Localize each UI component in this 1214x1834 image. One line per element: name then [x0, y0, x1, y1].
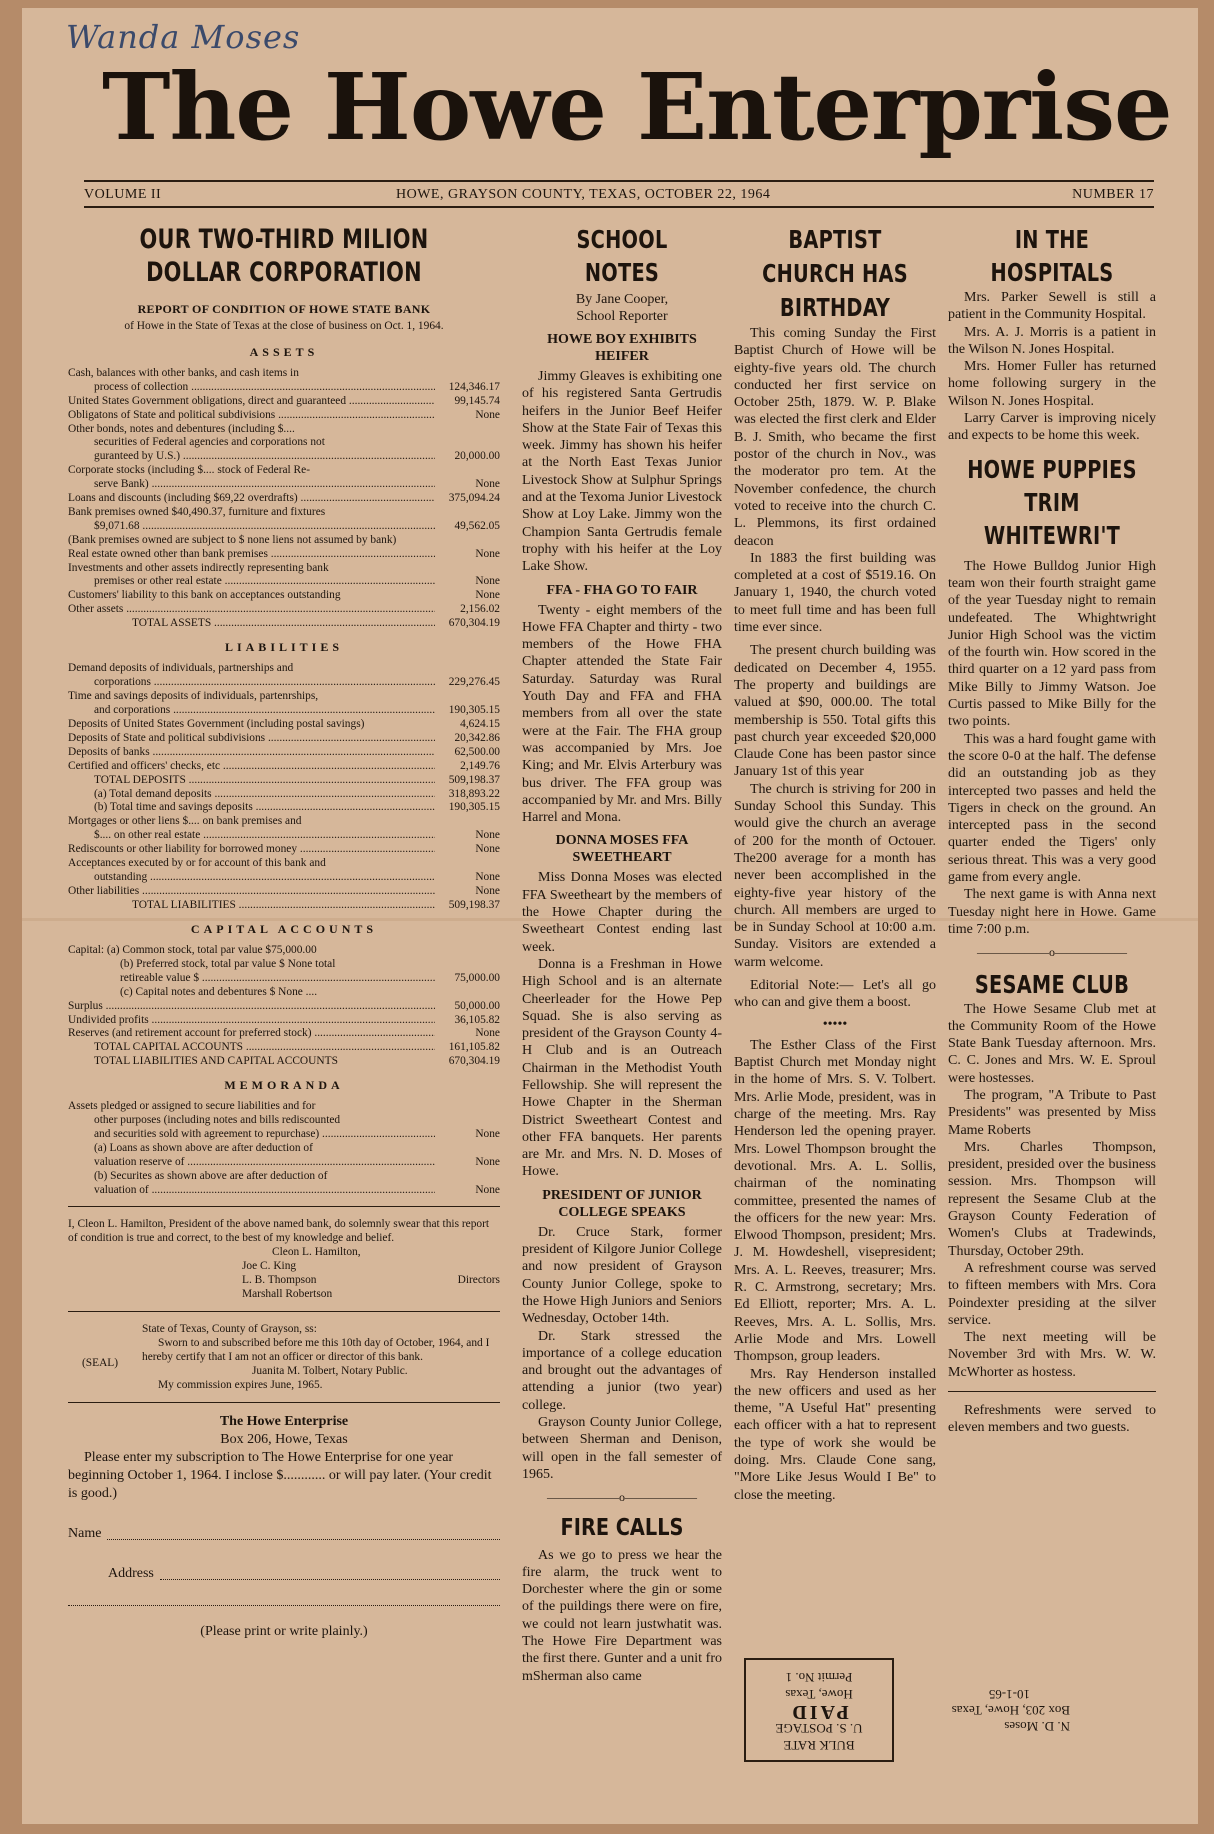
permit-line-3: PAID	[789, 1701, 849, 1723]
line-value: None	[475, 884, 500, 897]
liabilities-line	[68, 871, 500, 885]
line-label: and securities sold with agreement to repurchase) .....	[94, 1128, 435, 1142]
liabilities-line	[68, 815, 500, 829]
capital-line	[68, 1027, 500, 1041]
hospitals-p4: Larry Carver is improving nicely and expects to be home this week.	[948, 411, 1156, 444]
line-label: TOTAL ASSETS .....	[132, 617, 435, 631]
college-text-2: Dr. Stark stressed the importance of a college education and brought out the advantages of attending a junior (two year) college.	[522, 1328, 722, 1413]
puppies-p1: The Howe Bulldog Junior High team won their fourth straight game of the year Tuesday night to remain undefeated. The Whightwright Junior High School was the victim of the fourth win. How scored in the third quarter on a 12 yard pass from Mike Billy to Jimmy Watson. Joe Curtis passed to Mike Billy for the two points.	[948, 558, 1156, 730]
line-label: Investments and other assets indirectly representing bank	[68, 561, 329, 574]
sweetheart-head: DONNA MOSES FFA SWEETHEART	[555, 833, 689, 866]
line-value: None	[475, 408, 500, 421]
line-value: 4,624.15	[460, 718, 500, 731]
line-label: (b) Preferred stock, total par value $ None total	[120, 957, 336, 970]
assets-line	[68, 478, 500, 492]
assets-line	[68, 617, 500, 631]
line-label: Other bonds, notes and debentures (including $....	[68, 422, 295, 435]
permit-line-4: Howe, Texas	[785, 1687, 853, 1702]
hospitals-p2: Mrs. A. J. Morris is a patient in the Wilson N. Jones Hospital.	[948, 324, 1156, 357]
notary-line-2: Sworn to and subscribed before me this 10th day of October, 1964, and I hereby certify that I am not an officer or director of this bank.	[142, 1336, 490, 1363]
line-value	[435, 857, 500, 871]
assets-line	[68, 450, 500, 464]
liabilities-line	[68, 718, 500, 732]
heifer-text: Jimmy Gleaves is exhibiting one of his registered Santa Gertrudis heifers in the Junior Beef Heifer Show at the State Fair of Texas this week. Jimmy has shown his heifer at the North East Texas Junior Livestock Show at Sulphur Springs and at the Texoma Junior Livestock Show at Loy Lake. Jimmy won the Champion Santa Gertrudis female trophy with his heifer at the Loy Lake Show.	[522, 369, 722, 575]
line-label: (b) Total time and savings deposits .....	[94, 801, 435, 815]
line-label: Surplus .....	[68, 1000, 435, 1014]
line-label: valuation of .....	[94, 1184, 435, 1198]
college-head: PRESIDENT OF JUNIOR COLLEGE SPEAKS	[542, 1187, 702, 1220]
line-label: Customers' liability to this bank on acceptances outstanding	[68, 589, 341, 602]
line-label: Assets pledged or assigned to secure liabilities and for	[68, 1100, 316, 1113]
notary-name: Juanita M. Tolbert, Notary Public.	[252, 1364, 408, 1377]
line-value	[435, 690, 500, 704]
form-text: Please enter my subscription to The Howe Enterprise for one year beginning October 1, 1964. I inclose $............ or will pay later. (Your credit is good.)	[68, 1449, 492, 1501]
bank-headline: OUR TWO-THIRD MILION DOLLAR CORPORATION	[139, 224, 429, 288]
line-label: Loans and discounts (including $69,22 overdrafts) .....	[68, 492, 435, 506]
masthead-rule-bottom	[84, 206, 1154, 208]
capital-line	[68, 1014, 500, 1028]
line-label: (b) Securites as shown above are after deduction of	[94, 1170, 328, 1182]
line-label: $.... on other real estate .....	[94, 829, 435, 843]
liabilities-line	[68, 801, 500, 815]
line-value: 509,198.37	[448, 898, 500, 911]
liabilities-line	[68, 857, 500, 871]
divider	[68, 1402, 500, 1403]
masthead-rule-top	[84, 180, 1154, 182]
line-label: TOTAL CAPITAL ACCOUNTS .....	[94, 1041, 435, 1055]
line-value: 20,000.00	[454, 450, 500, 463]
fire-headline: FIRE CALLS	[560, 1514, 684, 1541]
folio-line	[84, 187, 1154, 207]
line-value	[435, 1142, 500, 1156]
director-3: Marshall Robertson	[242, 1287, 333, 1300]
address-label: Address	[108, 1565, 154, 1581]
line-value: None	[475, 589, 500, 602]
newspaper-page	[22, 8, 1198, 1824]
postage-permit-stamp	[744, 1658, 894, 1762]
dateline: HOWE, GRAYSON COUNTY, TEXAS, OCTOBER 22, 1964	[396, 187, 771, 202]
line-value	[435, 986, 500, 1000]
form-title: The Howe Enterprise	[219, 1413, 349, 1429]
line-label: Time and savings deposits of individuals, partenrships,	[68, 690, 319, 703]
line-label: Mortgages or other liens $.... on bank premises and	[68, 815, 302, 828]
sesame-p5: The next meeting will be November 3rd with Mrs. W. W. McWhorter as hostess.	[948, 1330, 1156, 1380]
line-label: Capital: (a) Common stock, total par value $75,000.00	[68, 944, 317, 957]
line-value: 49,562.05	[454, 519, 500, 532]
capital-line	[68, 1000, 500, 1014]
sesame-p3: Mrs. Charles Thompson, president, presided over the business session. Mrs. Thompson will represent the Sesame Club at the Grayson County Federation of Women's Clubs at Tradewinds, Thursday, October 29th.	[948, 1139, 1156, 1259]
bank-subhead: REPORT OF CONDITION OF HOWE STATE BANK	[137, 302, 431, 316]
bank-report-column	[68, 223, 500, 1641]
line-value: 509,198.37	[448, 773, 500, 786]
line-value: 670,304.19	[448, 617, 500, 630]
line-label: Demand deposits of individuals, partnerships and	[68, 662, 294, 675]
assets-line	[68, 548, 500, 562]
line-label: Bank premises owned $40,490.37, furniture and fixtures	[68, 505, 326, 518]
line-label: Certified and officers' checks, etc .....	[68, 760, 435, 774]
baptist-p3: The present church building was dedicated on December 4, 1955. The property and buildings are valued at $90, 000.00. The total membership is 550. Total gifts this past church year exceeded $20,000 Claude Cone has been pastor since January 1st of this year	[734, 643, 936, 780]
line-label: Other assets .....	[68, 603, 435, 617]
byline-name: By Jane Cooper,	[575, 292, 669, 307]
signatures	[68, 1245, 500, 1301]
memoranda-line	[68, 1142, 500, 1156]
line-label: Reserves (and retirement account for preferred stock) .....	[68, 1027, 435, 1041]
line-value: 50,000.00	[454, 999, 500, 1012]
line-label: Undivided profits .....	[68, 1014, 435, 1028]
line-value	[435, 464, 500, 478]
form-address: Box 206, Howe, Texas	[220, 1431, 348, 1447]
assets-line	[68, 534, 500, 548]
divider	[68, 1311, 500, 1312]
assets-line	[68, 506, 500, 520]
line-value: 229,276.45	[448, 676, 500, 689]
line-value: 161,105.82	[448, 1041, 500, 1054]
sweetheart-text-1: Miss Donna Moses was elected FFA Sweetheart by the members of the Howe Chapter during the Sweetheart Contest ending last week.	[522, 870, 722, 955]
stars: •••••	[822, 1016, 848, 1032]
line-value: None	[475, 1027, 500, 1040]
line-label: Corporate stocks (including $.... stock of Federal Re-	[68, 464, 310, 477]
line-value	[435, 662, 500, 676]
handwritten-name: Wanda Moses	[66, 18, 301, 56]
line-value	[435, 944, 500, 958]
school-headline: SCHOOL NOTES	[576, 225, 668, 287]
mail-line-3: 10-1-65	[988, 1687, 1030, 1702]
sesame-p4: A refreshment course was served to fifteen members with Mrs. Cora Poindexter presiding at the silver service.	[948, 1260, 1156, 1328]
line-label: Obligatons of State and political subdivisions .....	[68, 409, 435, 423]
assets-line	[68, 395, 500, 409]
divider	[948, 1391, 1156, 1392]
line-label: (a) Loans as shown above are after deduction of	[94, 1142, 313, 1155]
liabilities-line	[68, 662, 500, 676]
local-news-column	[948, 223, 1156, 1437]
fair-text: Twenty - eight members of the Howe FFA Chapter and thirty - two members of the Howe FHA Chapter attended the State Fair Saturday. Saturday was Rural Youth Day and FFA and FHA members from all over the state were at the Fair. The FHA group was accompanied by Mrs. Joe King; and Mr. Elvis Arterbury was bus driver. The FFA group was accompanied by Mr. and Mrs. Billy Harrel and Mona.	[522, 602, 722, 826]
capital-title: CAPITAL ACCOUNTS	[190, 921, 378, 936]
issue-number: NUMBER 17	[1072, 187, 1154, 202]
masthead: The Howe Enterprise	[102, 53, 1172, 161]
memoranda-line	[68, 1170, 500, 1184]
baptist-p7: Mrs. Ray Henderson installed the new officers and used as her theme, "A Useful Hat" presenting each officer with a hat to represent the type of work she would be doing. Mrs. Claude Cone sang, "More Like Jesus Would I Be" to close the meeting.	[734, 1366, 936, 1503]
bank-subhead-2: of Howe in the State of Texas at the close of business on Oct. 1, 1964.	[124, 320, 444, 333]
line-label: outstanding .....	[94, 871, 435, 885]
form-note: (Please print or write plainly.)	[200, 1623, 368, 1639]
assets-line	[68, 562, 500, 576]
line-value: None	[475, 478, 500, 491]
line-label: (c) Capital notes and debentures $ None ....	[120, 985, 318, 998]
hospitals-p3: Mrs. Homer Fuller has returned home following surgery in the Wilson N. Jones Hospital.	[948, 359, 1156, 409]
seal: (SEAL)	[82, 1356, 119, 1369]
line-label: Acceptances executed by or for account of this bank and	[68, 857, 326, 870]
assets-line	[68, 589, 500, 603]
fair-head: FFA - FHA GO TO FAIR	[546, 582, 698, 598]
college-text-1: Dr. Cruce Stark, former president of Kilgore Junior College and now president of Grayson County Junior College, spoke to the Howe High Juniors and Seniors Wednesday, October 14th.	[522, 1224, 722, 1327]
line-value: None	[475, 1156, 500, 1169]
memoranda-line	[68, 1100, 500, 1114]
mail-line-2: Box 203, Howe, Texas	[951, 1703, 1070, 1718]
heifer-head: HOWE BOY EXHIBITS HEIFER	[547, 332, 697, 364]
line-value	[435, 1100, 500, 1114]
address-field[interactable]	[68, 1565, 500, 1583]
line-value: 318,893.22	[448, 787, 500, 800]
line-label: TOTAL LIABILITIES AND CAPITAL ACCOUNTS	[94, 1055, 338, 1068]
line-value	[435, 436, 500, 450]
assets-line	[68, 436, 500, 450]
line-label: process of collection .....	[94, 381, 435, 395]
sweetheart-text-2: Donna is a Freshman in Howe High School and is an alternate Cheerleader for the Howe Pep Squad. She is also serving as president of the Grayson County 4-H Club and is an Outreach Chairman in the Methodist Youth Fellowship. She will represent the Howe Chapter in the Sherman District Sweetheart Contest and other FFA banquets. Her parents are Mr. and Mrs. N. D. Moses of Howe.	[522, 956, 722, 1180]
line-label: Deposits of banks .....	[68, 746, 435, 760]
line-value	[435, 815, 500, 829]
hospitals-headline: IN THE HOSPITALS	[990, 225, 1114, 287]
notary-line-1: State of Texas, County of Grayson, ss:	[142, 1322, 317, 1335]
baptist-p5: Editorial Note:— Let's all go who can and give them a boost.	[734, 977, 936, 1011]
capital-line	[68, 986, 500, 1000]
line-value: 375,094.24	[448, 492, 500, 505]
assets-line	[68, 367, 500, 381]
assets-line	[68, 381, 500, 395]
line-value	[435, 958, 500, 972]
oath-text: I, Cleon L. Hamilton, President of the above named bank, do solemnly swear that this report of condition is true and correct, to the best of my knowledge and belief.	[68, 1217, 490, 1244]
memoranda-list	[68, 1100, 500, 1197]
line-value: 190,305.15	[448, 801, 500, 814]
line-value: 62,500.00	[454, 745, 500, 758]
ornament-rule: ——————o——————	[977, 945, 1127, 960]
line-value	[435, 1114, 500, 1128]
line-label: other purposes (including notes and bills rediscounted	[94, 1114, 341, 1127]
capital-list	[68, 944, 500, 1069]
line-label: (Bank premises owned are subject to $ none liens not assumed by bank)	[68, 533, 397, 546]
line-label: TOTAL DEPOSITS .....	[94, 774, 435, 788]
baptist-p1: This coming Sunday the First Baptist Church of Howe will be eighty-five years old. The church conducted her first service on October 25th, 1879. W. P. Blake was elected the first clerk and Elder B. J. Smith, who became the first postor of the church in Nov., was the moderator pro tem. At the November confedence, the church voted to receive into the church C. L. Plemmons, its first ordained deacon	[734, 326, 936, 549]
memoranda-title: MEMORANDA	[224, 1078, 344, 1093]
puppies-p3: The next game is with Anna next Tuesday night here in Howe. Game time 7:00 p.m.	[948, 887, 1156, 937]
line-value: 124,346.17	[448, 380, 500, 393]
liabilities-line	[68, 690, 500, 704]
baptist-p6: The Esther Class of the First Baptist Church met Monday night in the home of Mrs. S. V. Tolbert. Mrs. Arlie Mode, president, was in charge of the meeting. Mrs. Ray Henderson led the opening prayer. Mrs. Lowel Thompson brought the devotional. Mrs. A. L. Sollis, chairman of the nominating committee, presented the names of the officers for the new year: Mrs. Elwood Thompson, president; Mrs. J. M. Howdeshell, visepresident; Mrs. A. L. Reeves, treasurer; Mrs. R. C. Armstrong, secretary; Mrs. Ed Elliott, reporter; Mrs. A. L. Reeves, Mrs. A. L. Sollis, Mrs. Arlie Mode and Mrs. Lowell Thompson, group leaders.	[734, 1037, 936, 1365]
capital-line	[68, 944, 500, 958]
directors-label: Directors	[457, 1273, 500, 1286]
assets-line	[68, 423, 500, 437]
memoranda-line	[68, 1184, 500, 1198]
sesame-p2: The program, "A Tribute to Past Presidents" was presented by Miss Mame Roberts	[948, 1087, 1156, 1138]
liabilities-line	[68, 746, 500, 760]
blank-field[interactable]	[68, 1605, 500, 1609]
line-label: Other liabilities .....	[68, 885, 435, 899]
line-value	[435, 1170, 500, 1184]
line-value: None	[475, 829, 500, 842]
line-label: Deposits of State and political subdivisions .....	[68, 732, 435, 746]
line-value	[435, 423, 500, 437]
liabilities-line	[68, 788, 500, 802]
mailing-address-label	[910, 1686, 1070, 1734]
mail-line-1: N. D. Moses	[1004, 1719, 1070, 1734]
capital-line	[68, 1055, 500, 1069]
line-value: 20,342.86	[454, 731, 500, 744]
baptist-p2: In 1883 the first building was completed at a cost of $519.16. On January 1, 1940, the church voted to meet full time and has been full time ever since.	[734, 550, 936, 636]
signer: Cleon L. Hamilton,	[272, 1245, 361, 1258]
memoranda-line	[68, 1128, 500, 1142]
line-label: retireable value $ .....	[120, 972, 435, 986]
subscription-form	[68, 1413, 500, 1641]
capital-line	[68, 972, 500, 986]
assets-list	[68, 367, 500, 631]
line-label: Real estate owned other than bank premises .....	[68, 548, 435, 562]
line-label: Cash, balances with other banks, and cash items in	[68, 366, 299, 379]
assets-line	[68, 603, 500, 617]
line-label: securities of Federal agencies and corporations not	[94, 436, 325, 449]
assets-line	[68, 464, 500, 478]
line-value	[435, 367, 500, 381]
line-value: 190,305.15	[448, 704, 500, 717]
permit-line-1: BULK RATE	[783, 1738, 855, 1753]
line-value: 36,105.82	[454, 1013, 500, 1026]
line-value: 75,000.00	[454, 971, 500, 984]
memoranda-line	[68, 1156, 500, 1170]
line-label: United States Government obligations, direct and guaranteed .....	[68, 395, 435, 409]
director-1: Joe C. King	[242, 1259, 297, 1272]
volume: VOLUME II	[84, 187, 162, 202]
liabilities-line	[68, 829, 500, 843]
oath	[68, 1217, 500, 1245]
puppies-headline: HOWE PUPPIES TRIM WHITEWRI'T	[967, 454, 1137, 550]
line-value: None	[475, 843, 500, 856]
permit-line-5: Permit No. 1	[785, 1670, 853, 1685]
name-field[interactable]	[68, 1525, 500, 1543]
fire-text: As we go to press we hear the fire alarm, the truck went to Dorchester where the gin or some of the puildings there were on fire, we could not learn justwhatit was. The Howe Fire Department was the first there. Gunter and a unit fro mSherman also came	[522, 1547, 722, 1684]
line-value: 99,145.74	[454, 394, 500, 407]
capital-line	[68, 1041, 500, 1055]
capital-line	[68, 958, 500, 972]
line-value	[435, 534, 500, 548]
ornament-rule: ——————o——————	[547, 1490, 697, 1505]
name-label: Name	[68, 1525, 102, 1541]
liabilities-line	[68, 704, 500, 718]
line-label: guranteed by U.S.) .....	[94, 450, 435, 464]
assets-line	[68, 492, 500, 506]
liabilities-list	[68, 662, 500, 912]
sesame-p1: The Howe Sesame Club met at the Community Room of the Howe State Bank Tuesday afternoon. Mrs. C. C. Jones and Mrs. W. E. Sproul were hostesses.	[948, 1001, 1156, 1086]
liabilities-title: LIABILITIES	[224, 640, 344, 655]
assets-line	[68, 409, 500, 423]
assets-line	[68, 520, 500, 534]
line-label: serve Bank) .....	[94, 478, 435, 492]
line-value: None	[475, 871, 500, 883]
line-label: corporations .....	[94, 676, 435, 690]
baptist-headline: BAPTIST CHURCH HAS BIRTHDAY	[762, 225, 908, 322]
commission: My commission expires June, 1965.	[158, 1378, 323, 1391]
line-value: None	[475, 1128, 500, 1141]
line-label: valuation reserve of .....	[94, 1156, 435, 1170]
sesame-headline: SESAME CLUB	[974, 969, 1130, 999]
divider	[68, 1206, 500, 1207]
sesame-p6: Refreshments were served to eleven members and two guests.	[948, 1403, 1156, 1436]
baptist-column	[734, 223, 936, 1504]
byline	[522, 291, 722, 325]
line-value: 2,149.76	[460, 759, 500, 772]
line-label: premises or other real estate .....	[94, 575, 435, 589]
line-value: 670,304.19	[448, 1055, 500, 1068]
liabilities-line	[68, 732, 500, 746]
line-value: None	[475, 547, 500, 560]
line-label: (a) Total demand deposits .....	[94, 788, 435, 802]
liabilities-line	[68, 885, 500, 899]
assets-line	[68, 575, 500, 589]
line-label: Deposits of United States Government (including postal savings)	[68, 718, 365, 731]
assets-title: ASSETS	[249, 344, 319, 359]
line-value: None	[475, 1183, 500, 1196]
director-2: L. B. Thompson	[242, 1273, 317, 1286]
byline-title: School Reporter	[576, 309, 668, 324]
permit-line-2: U. S. POSTAGE	[775, 1721, 863, 1736]
memoranda-line	[68, 1114, 500, 1128]
hospitals-p1: Mrs. Parker Sewell is still a patient in the Community Hospital.	[948, 290, 1156, 323]
line-label: TOTAL LIABILITIES .....	[132, 899, 435, 913]
puppies-p2: This was a hard fought game with the score 0-0 at the half. The defense did an outstanding job as they intercepted two passes and held the Tigers in check on the ground. An intercepted pass in the second quarter ended the Tigers' only serious threat. This was a very good game from every angle.	[948, 731, 1156, 886]
line-label: and corporations .....	[94, 704, 435, 718]
liabilities-line	[68, 760, 500, 774]
liabilities-line	[68, 676, 500, 690]
liabilities-line	[68, 774, 500, 788]
college-text-3: Grayson County Junior College, between Sherman and Denison, will open in the fall semester of 1965.	[522, 1415, 722, 1482]
line-label: $9,071.68 .....	[94, 520, 435, 534]
liabilities-line	[68, 899, 500, 913]
line-value	[435, 562, 500, 576]
line-value: 2,156.02	[460, 603, 500, 616]
baptist-p4: The church is striving for 200 in Sunday School this Sunday. This would give the church an average of 200 for the month of Octouer. The200 average for a month has never been accomplished in the eighty-five year history of the church. All members are urged to be in Sunday School at 10:00 a.m. Sunday. Visitors are extended a warm welcome.	[734, 781, 936, 970]
line-value	[435, 506, 500, 520]
notary-block	[68, 1322, 500, 1392]
line-label: Rediscounts or other liability for borrowed money .....	[68, 843, 435, 857]
line-value: None	[475, 575, 500, 588]
liabilities-line	[68, 843, 500, 857]
school-notes-column	[522, 223, 722, 1685]
